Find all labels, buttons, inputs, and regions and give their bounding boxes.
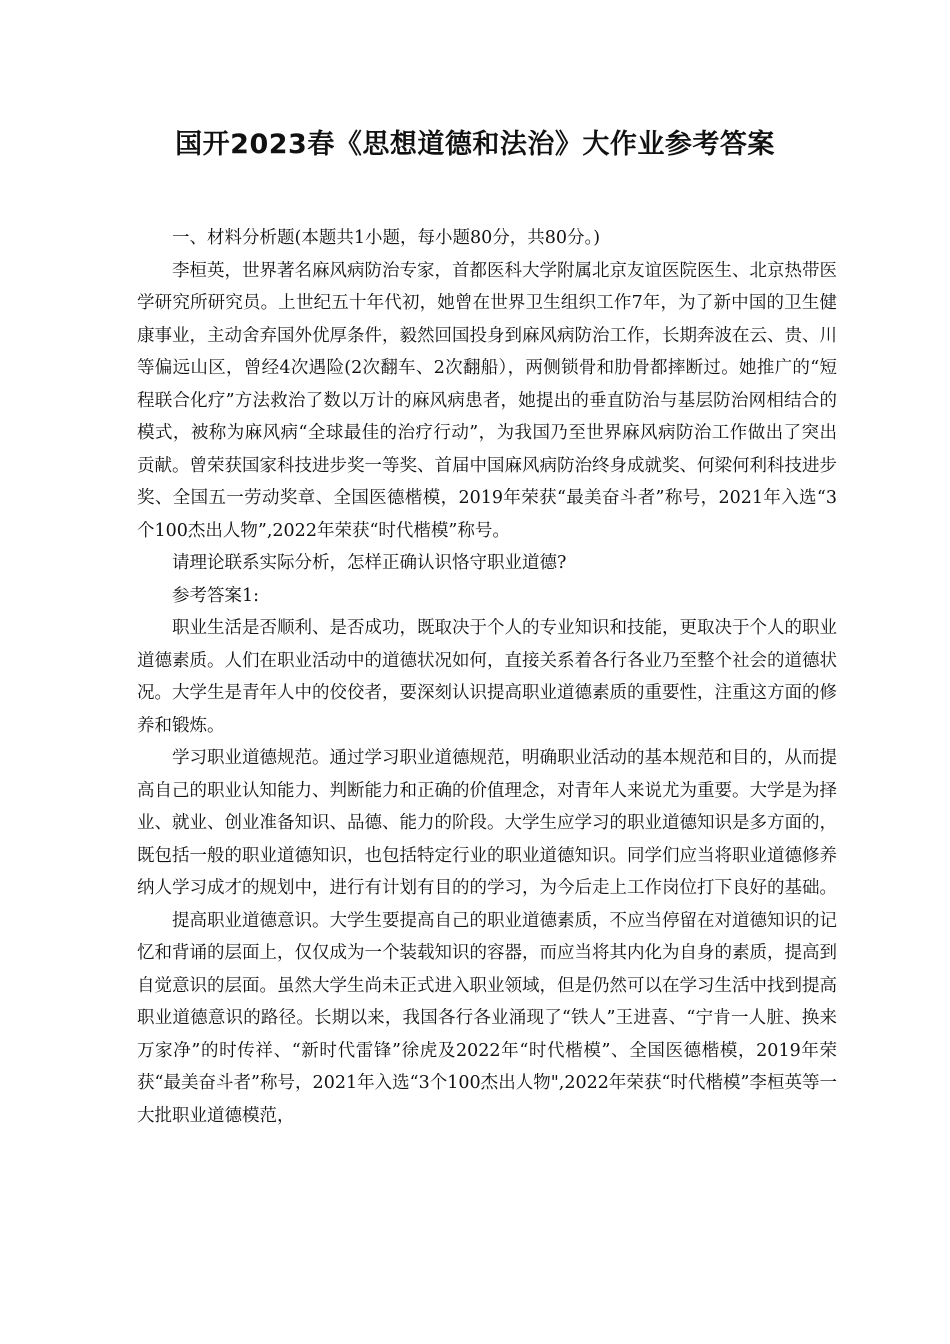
answer-paragraph: 学习职业道德规范。通过学习职业道德规范，明确职业活动的基本规范和目的，从而提高自己的职业认知能力、判断能力和正确的价值理念，对青年人来说尤为重要。大学是为择业、就业、创业准备知识、品德、能力的阶段。大学生应学习的职业道德知识是多方面的，既包括一般的职业道德知识，也包括特定行业的职业道德知识。同学们应当将职业道德修养纳人学习成才的规划中，进行有计划有目的的学习，为今后走上工作岗位打下良好的基础。 <box>137 748 837 898</box>
section-heading: 一、材料分析题(本题共1小题，每小题80分，共80分。) <box>172 228 601 248</box>
answer-paragraph: 提高职业道德意识。大学生要提高自己的职业道德素质，不应当停留在对道德知识的记忆和背诵的层面上，仅仅成为一个装载知识的容器，而应当将其内化为自身的素质，提高到自觉意识的层面。虽然大学生尚未正式进入职业领域，但是仍然可以在学习生活中找到提高职业道德意识的路径。长期以来，我国各行各业涌现了“铁人”王进喜、“宁肯一人脏、换来万家净”的时传祥、“新时代雷锋”徐虎及2022年“时代楷模”、全国医德楷模，2019年荣获“最美奋斗者”称号，2021年入选“3个100杰出人物",2022年荣获“时代楷模”李桓英等一大批职业道德模范， <box>137 910 837 1126</box>
document-body <box>137 222 837 1132</box>
document-title: 国开2023春《思想道德和法治》大作业参考答案 <box>175 129 775 160</box>
answer-label: 参考答案1: <box>172 585 260 606</box>
material-paragraph: 李桓英，世界著名麻风病防治专家，首都医科大学附属北京友谊医院医生、北京热带医学研究所研究员。上世纪五十年代初，她曾在世界卫生组织工作7年，为了新中国的卫生健康事业，主动舍弃国外优厚条件，毅然回国投身到麻风病防治工作，长期奔波在云、贵、川等偏远山区，曾经4次遇险(2次翻车、2次翻船），两侧锁骨和肋骨都摔断过。她推广的“短程联合化疗”方法救治了数以万计的麻风病患者，她提出的垂直防治与基层防治网相结合的模式，被称为麻风病“全球最佳的治疗行动”，为我国乃至世界麻风病防治工作做出了突出贡献。曾荣获国家科技进步奖一等奖、首届中国麻风病防治终身成就奖、何梁何利科技进步奖、全国五一劳动奖章、全国医德楷模，2019年荣获“最美奋斗者”称号，2021年入选“3个100杰出人物”,2022年荣获“时代楷模”称号。 <box>137 260 837 541</box>
answer-paragraph: 职业生活是否顺利、是否成功，既取决于个人的专业知识和技能，更取决于个人的职业道德素质。人们在职业活动中的道德状况如何，直接关系着各行各业乃至整个社会的道德状况。大学生是青年人中的佼佼者，要深刻认识提高职业道德素质的重要性，注重这方面的修养和锻炼。 <box>137 618 837 736</box>
question-paragraph: 请理论联系实际分析，怎样正确认识恪守职业道德? <box>172 553 567 573</box>
